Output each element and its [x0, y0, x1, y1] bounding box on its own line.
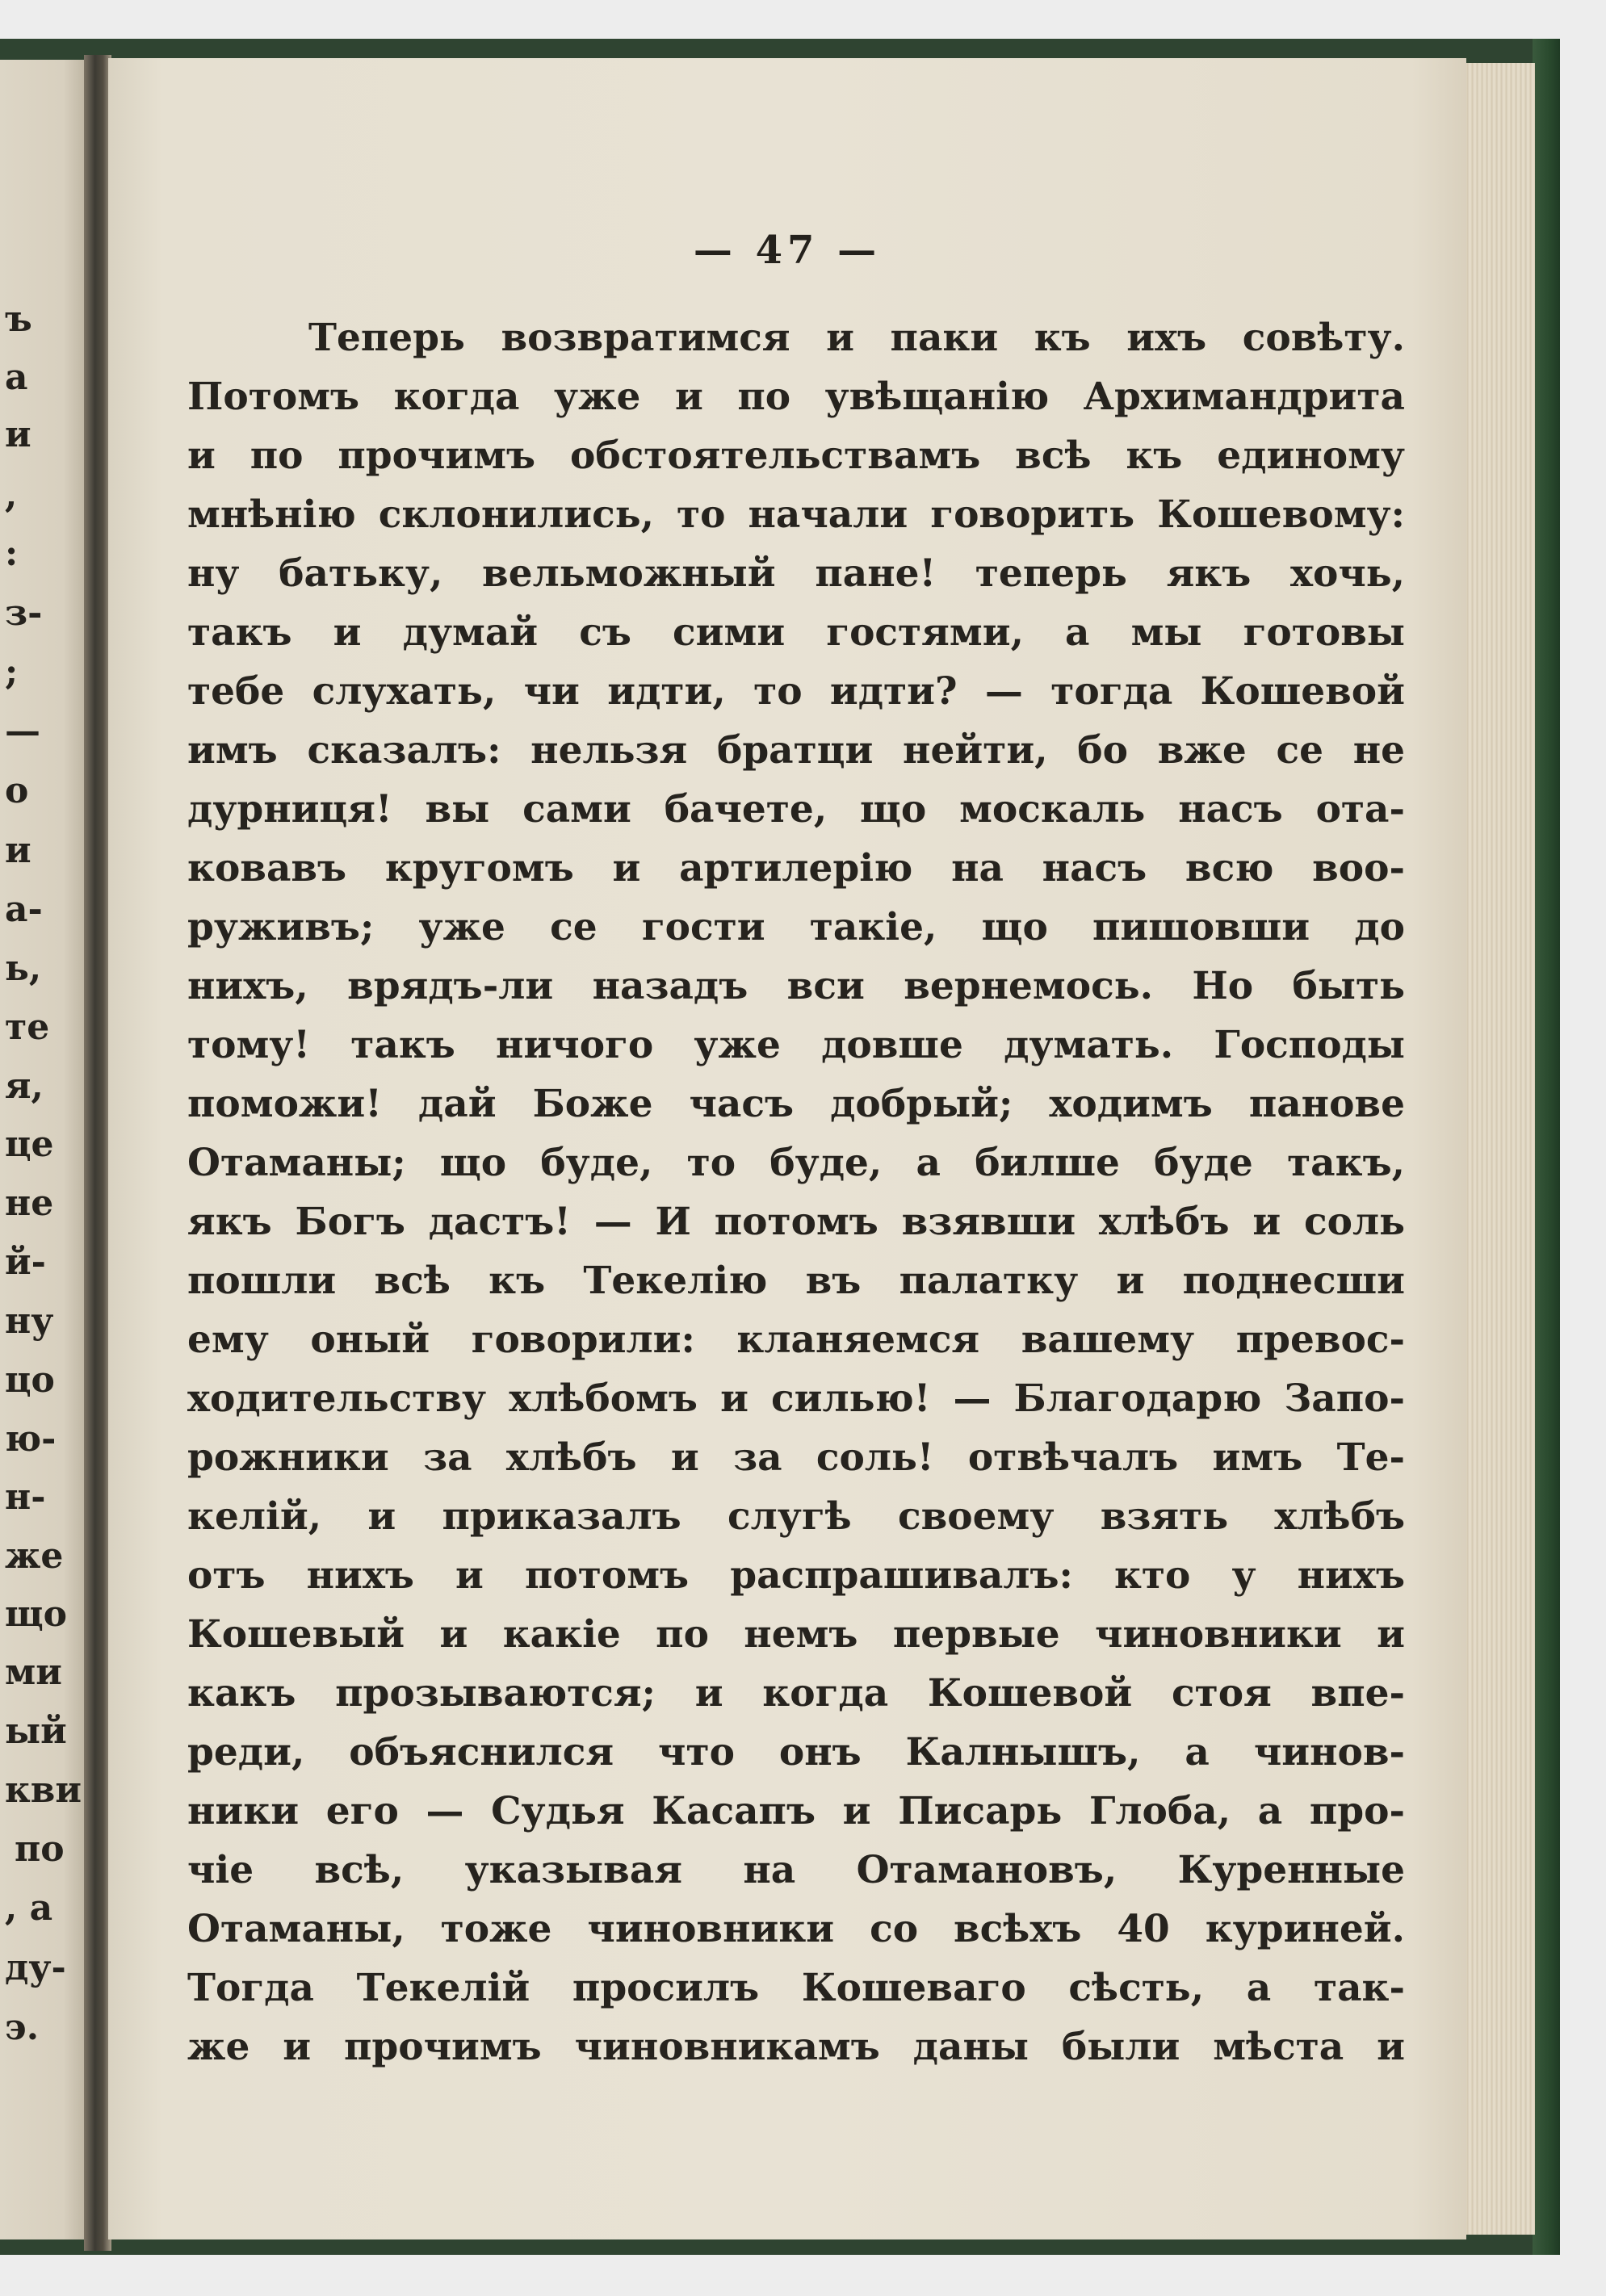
page-number: — 47 —	[693, 228, 882, 273]
text-line: ковавъ кругомъ и артилерію на насъ всю воо-	[187, 846, 1405, 890]
left-page-fragment: з-	[5, 593, 43, 634]
text-line: же и прочимъ чиновникамъ даны были мѣста и	[187, 2025, 1405, 2069]
text-line: тому! такъ ничого уже довше думать. Господы	[187, 1023, 1405, 1067]
left-page-fragment: же	[5, 1536, 64, 1577]
text-line: какъ прозываются; и когда Кошевой стоя впе-	[187, 1671, 1405, 1716]
left-page-fragment: не	[5, 1183, 54, 1224]
text-line: Отаманы, тоже чиновники со всѣхъ 40 куриней.	[187, 1907, 1405, 1951]
text-line: дурниця! вы сами бачете, що москаль насъ ота-	[187, 787, 1405, 832]
text-line: нихъ, врядъ-ли назадъ вси вернемось. Но быть	[187, 964, 1405, 1008]
text-line: якъ Богъ дастъ! — И потомъ взявши хлѣбъ и соль	[187, 1200, 1405, 1244]
left-page-fragment: кви	[5, 1770, 82, 1811]
text-line: ходительству хлѣбомъ и силью! — Благодарю Запо-	[187, 1376, 1405, 1421]
text-line: Кошевый и какіе по немъ первые чиновники и	[187, 1612, 1405, 1657]
book-scan	[0, 39, 1560, 2255]
left-page-fragment: що	[5, 1594, 67, 1635]
left-page-fragment: я,	[5, 1066, 44, 1107]
text-line: Отаманы; що буде, то буде, а билше буде такъ,	[187, 1141, 1405, 1185]
text-line: такъ и думай съ сими гостями, а мы готовы	[187, 610, 1405, 655]
left-page-fragment: о	[5, 770, 29, 811]
book-cover-edge	[1533, 39, 1560, 2255]
left-page-fragment: ду-	[5, 1947, 66, 1988]
left-page-fragment: а	[5, 357, 28, 398]
left-page-fragment: э.	[5, 2007, 40, 2048]
text-line: поможи! дай Боже часъ добрый; ходимъ панове	[187, 1082, 1405, 1126]
text-line: мнѣнію склонились, то начали говорить Кошевому:	[187, 492, 1405, 537]
right-page	[108, 58, 1466, 2239]
left-page-fragment: ;	[5, 652, 19, 693]
left-page-fragment: а-	[5, 889, 43, 930]
text-line: ну батьку, вельможный пане! теперь якъ хочь,	[187, 551, 1405, 596]
text-line: Потомъ когда уже и по увѣщанію Архимандрита	[187, 375, 1405, 419]
text-line: руживъ; уже се гости такіе, що пишовши до	[187, 905, 1405, 949]
left-page-fragment: и	[5, 414, 31, 455]
text-line: реди, объяснился что онъ Калнышъ, а чинов-	[187, 1730, 1405, 1774]
left-page-fragment: ну	[5, 1301, 54, 1342]
left-page-fragment: ый	[5, 1711, 67, 1752]
text-line: ему оный говорили: кланяемся вашему превос-	[187, 1318, 1405, 1362]
left-page-fragment: :	[5, 533, 19, 574]
text-line: и по прочимъ обстоятельствамъ всѣ къ единому	[187, 434, 1405, 478]
left-page-fragment: н-	[5, 1477, 46, 1518]
text-line: имъ сказалъ: нельзя братци нейти, бо вже се не	[187, 728, 1405, 773]
left-page-fragment: ъ	[5, 299, 32, 340]
left-page-fragment: те	[5, 1007, 50, 1048]
text-line: келій, и приказалъ слугѣ своему взять хлѣбъ	[187, 1494, 1405, 1539]
page-stack-edge	[1463, 63, 1535, 2235]
left-page-fragment: ми	[5, 1652, 62, 1693]
text-line: ники его — Судья Касапъ и Писарь Глоба, а про-	[187, 1789, 1405, 1833]
text-line: чіе всѣ, указывая на Отамановъ, Куренные	[187, 1848, 1405, 1892]
book-gutter	[84, 55, 111, 2251]
text-line: Теперь возвратимся и паки къ ихъ совѣту.	[308, 316, 1405, 360]
left-page-fragment: и	[5, 830, 31, 871]
text-line: Тогда Текелій просилъ Кошеваго сѣсть, а так-	[187, 1966, 1405, 2010]
body-text	[187, 308, 1405, 2076]
left-page-fragment: ,	[5, 475, 18, 516]
left-page-fragment: —	[5, 710, 40, 752]
text-line: рожники за хлѣбъ и за соль! отвѣчалъ имъ Те-	[187, 1435, 1405, 1480]
text-line: отъ нихъ и потомъ распрашивалъ: кто у нихъ	[187, 1553, 1405, 1598]
left-page-fragment: , а	[5, 1887, 53, 1929]
left-page-fragment: ь,	[5, 948, 42, 989]
left-page-fragment: по	[15, 1829, 65, 1870]
left-page-fragment: цо	[5, 1360, 55, 1401]
text-line: пошли всѣ къ Текелію въ палатку и поднесши	[187, 1259, 1405, 1303]
left-page-fragment: ю-	[5, 1418, 57, 1460]
left-page-fragment: це	[5, 1124, 54, 1165]
text-line: тебе слухать, чи идти, то идти? — тогда Кошевой	[187, 669, 1405, 714]
left-page	[0, 60, 90, 2239]
left-page-fragment: й-	[5, 1242, 46, 1283]
